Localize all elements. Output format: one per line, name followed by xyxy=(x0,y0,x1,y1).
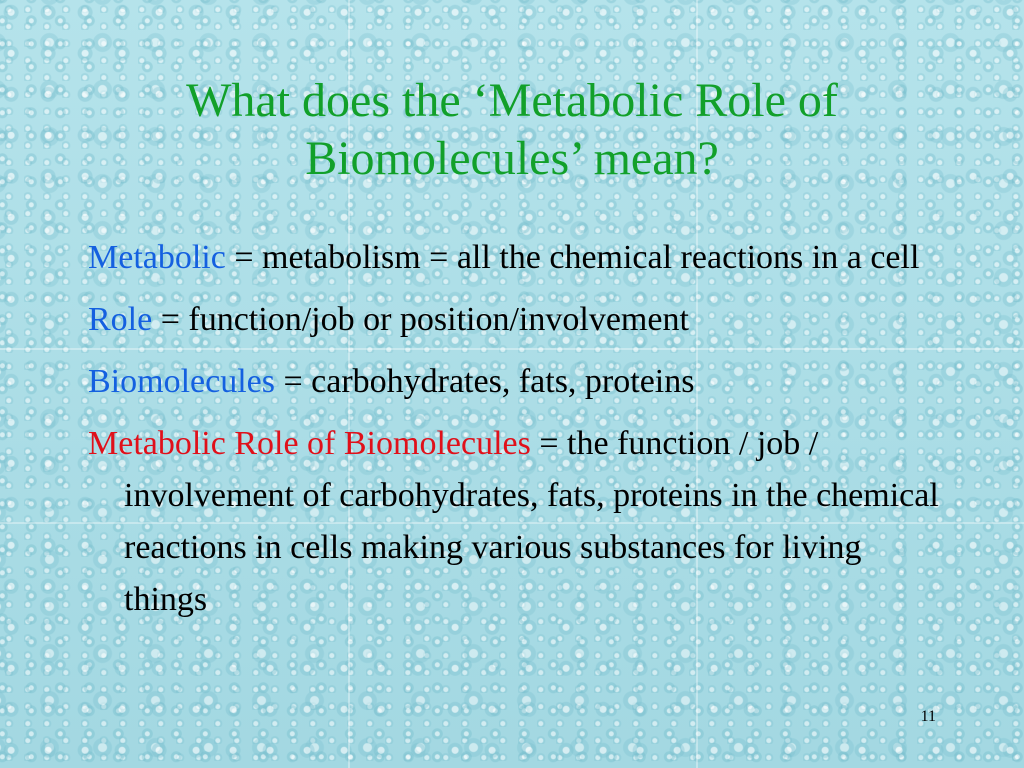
definition-metabolic: = metabolism = all the chemical reactions in a cell xyxy=(225,239,920,276)
slide-title-line2: Biomolecules’ mean? xyxy=(305,132,719,185)
slide-title-line1: What does the ‘Metabolic Role of xyxy=(186,74,838,127)
definition-biomolecules: = carbohydrates, fats, proteins xyxy=(274,363,695,400)
list-item-role xyxy=(88,294,948,346)
slide-title xyxy=(60,72,964,188)
definition-list xyxy=(88,232,948,636)
term-role: Role xyxy=(88,301,153,338)
definition-metabolic-role: = the function / job / involvement of carbohydrates, fats, proteins in the chemical reactions in cells making various substances for living things xyxy=(124,425,939,618)
list-item-metabolic-role xyxy=(88,418,948,626)
term-biomolecules: Biomolecules xyxy=(88,363,275,400)
list-item-metabolic xyxy=(88,232,948,284)
term-metabolic: Metabolic xyxy=(88,239,226,276)
page-number: 11 xyxy=(920,708,936,725)
list-item-biomolecules xyxy=(88,356,948,408)
definition-role: = function/job or position/involvement xyxy=(152,301,689,338)
term-metabolic-role: Metabolic Role of Biomolecules xyxy=(88,425,531,462)
